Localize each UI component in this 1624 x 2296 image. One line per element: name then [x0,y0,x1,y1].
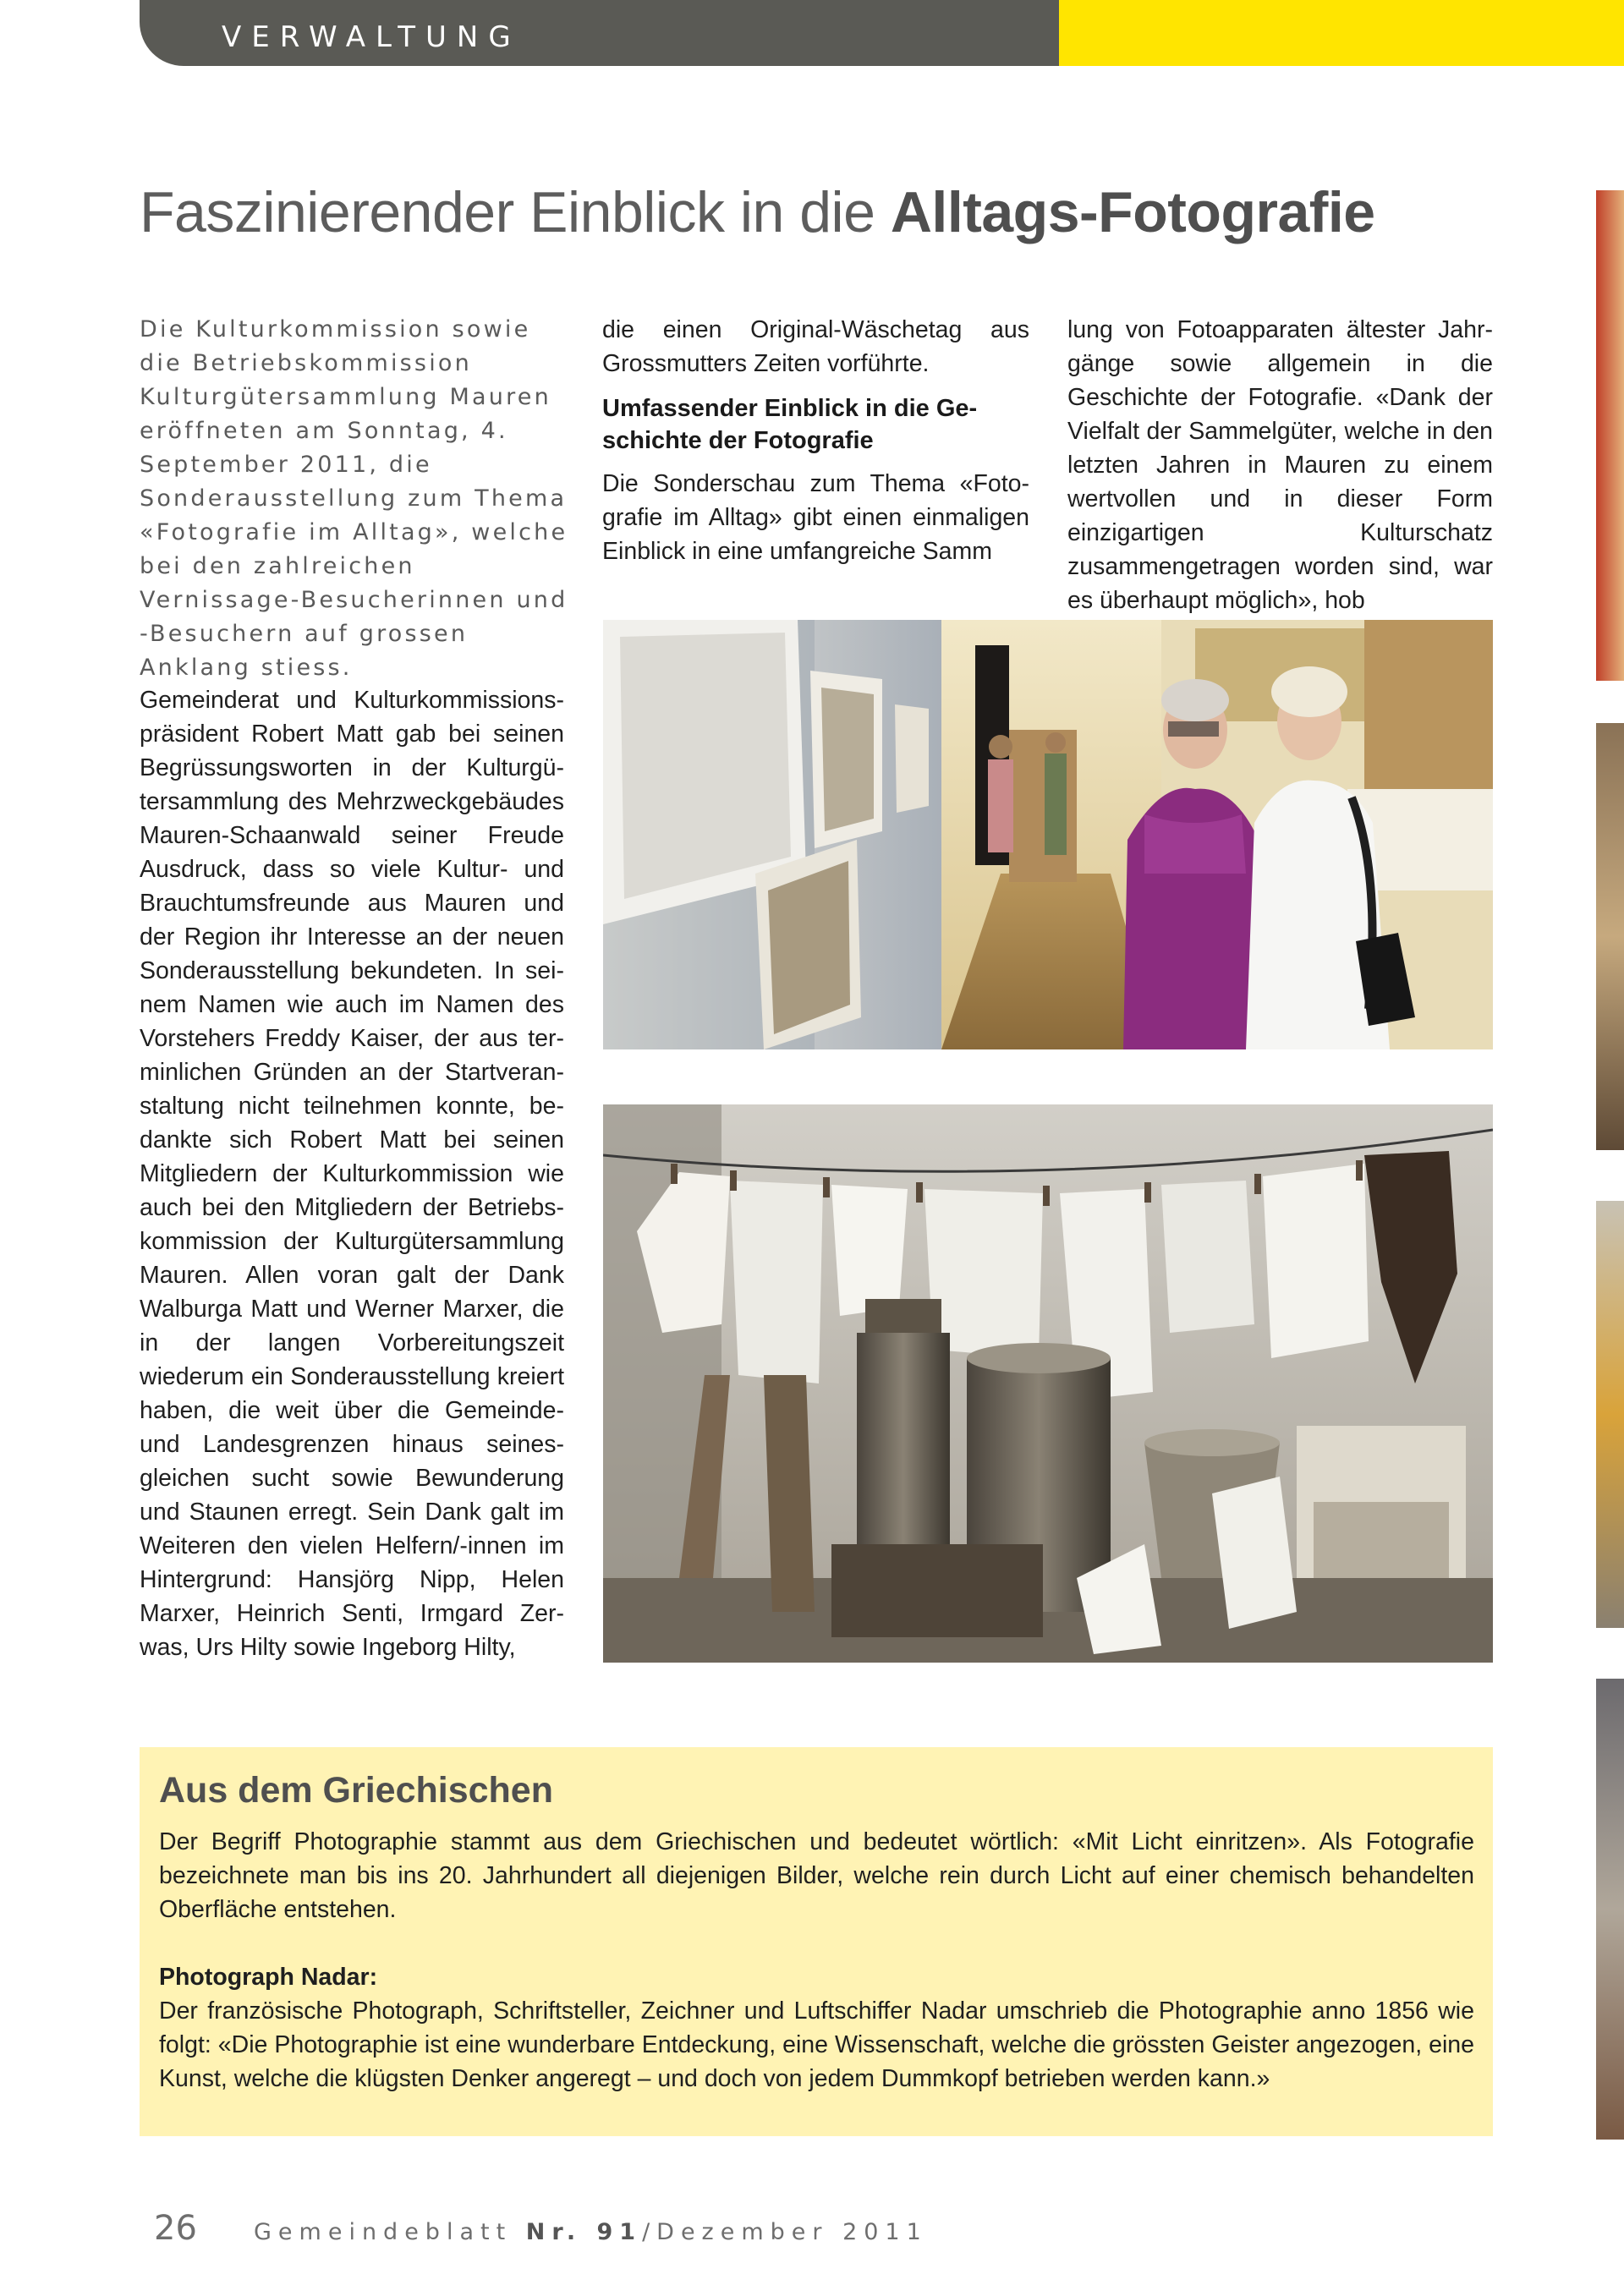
info-box-title: Aus dem Griechischen [159,1770,553,1811]
next-page-sliver [1596,1679,1624,2140]
photo-exhibition-icon [603,620,1493,1049]
article-column-2 [602,313,1029,568]
title-light: Faszinierender Einblick in die [140,180,891,244]
photo-laundry-icon [603,1104,1493,1663]
title-bold: Alltags-Fotografie [890,180,1375,244]
article-lead: Die Kulturkommission sowie die Betriebskommission Kulturgütersammlung Mauren eröffneten am Sonntag, 4. September 2011, die Sonderausstellung zum Thema «Fotografie im Alltag», welche bei den zahlreichen Vernissage-Besucherinnen und -Besuchern auf grossen Anklang stiess. [140,316,568,681]
next-page-sliver [1596,190,1624,681]
column-2-intro: die einen Original-Wäschetag aus Grossmutters Zeiten vorführte. [602,316,1029,377]
column-2-body: Die Sonderschau zum Thema «Fotografie im Alltag» gibt einen einmaligen Einblick in eine umfangreiche Samm [602,470,1029,565]
next-page-sliver [1596,1201,1624,1628]
footer-date: /Dezember 2011 [642,2219,928,2245]
article-column-3: lung von Fotoapparaten ältester Jahrgänge sowie allgemein in die Geschichte der Fotografie. «Dank der Vielfalt der Sammelgüter, welche in den letzten Jahren in Mauren zu einem wertvollen und in dieser Form einzigartigen Kulturschatz zusammengetragen worden sind, war es überhaupt möglich», hob [1067,316,1493,614]
footer-title: Gemeindeblatt [254,2219,526,2245]
page-number: 26 [154,2209,197,2248]
accent-band [1059,0,1624,66]
next-page-sliver [1596,723,1624,1150]
footer-publication [254,2219,928,2245]
info-box-text [159,1825,1474,2096]
footer-issue: Nr. 91 [525,2219,643,2245]
info-paragraph-2: Der französische Photograph, Schriftsteller, Zeichner und Luftschiffer Nadar umschrieb die Photographie anno 1856 wie folgt: «Die Photographie ist eine wunderbare Entdeckung, eine Wissenschaft, welche die grössten Geister angezogen, eine Kunst, welche die klügsten Denker angeregt – und doch von jedem Dummkopf betrieben werden kann.» [159,1997,1474,2092]
info-subheading: Photograph Nadar: [159,1964,378,1991]
page-title [140,179,1375,245]
section-label: VERWALTUNG [222,20,521,54]
article-subheading: Umfassender Einblick in die Geschichte der Fotografie [602,395,978,454]
info-paragraph-1: Der Begriff Photographie stammt aus dem Griechischen und bedeutet wörtlich: «Mit Licht einritzen». Als Fotografie bezeichnete man bis ins 20. Jahrhundert all diejenigen Bilder, welche rein durch Licht auf einer chemisch behandelten Oberfläche entstehen. [159,1828,1474,1923]
article-column-1: Gemeinderat und Kulturkommissionspräsident Robert Matt gab bei seinen Begrüssungsworten in der Kulturgütersammlung des Mehrzweckgebäudes Mauren-Schaanwald seiner Freude Ausdruck, dass so viele Kultur- und Brauchtumsfreunde aus Mauren und der Region ihr Interesse an der neuen Sonderausstellung bekundeten. In seinem Namen wie auch im Namen des Vorstehers Freddy Kaiser, der aus terminlichen Gründen an der Startveranstaltung nicht teilnehmen konnte, bedankte sich Robert Matt bei seinen Mitgliedern der Kulturkommission wie auch bei den Mitgliedern der Betriebskommission der Kulturgütersammlung Mauren. Allen voran galt der Dank Walburga Matt und Werner Marxer, die in der langen Vorbereitungszeit wiederum ein Sonderausstellung kreiert haben, die weit über die Gemeinde- und Landesgrenzen hinaus seinesgleichen sucht sowie Bewunderung und Staunen erregt. Sein Dank galt im Weiteren den vielen Helfern/-innen im Hintergrund: Hansjörg Nipp, Helen Marxer, Heinrich Senti, Irmgard Zerwas, Urs Hilty sowie Ingeborg Hilty, [140,687,564,1661]
